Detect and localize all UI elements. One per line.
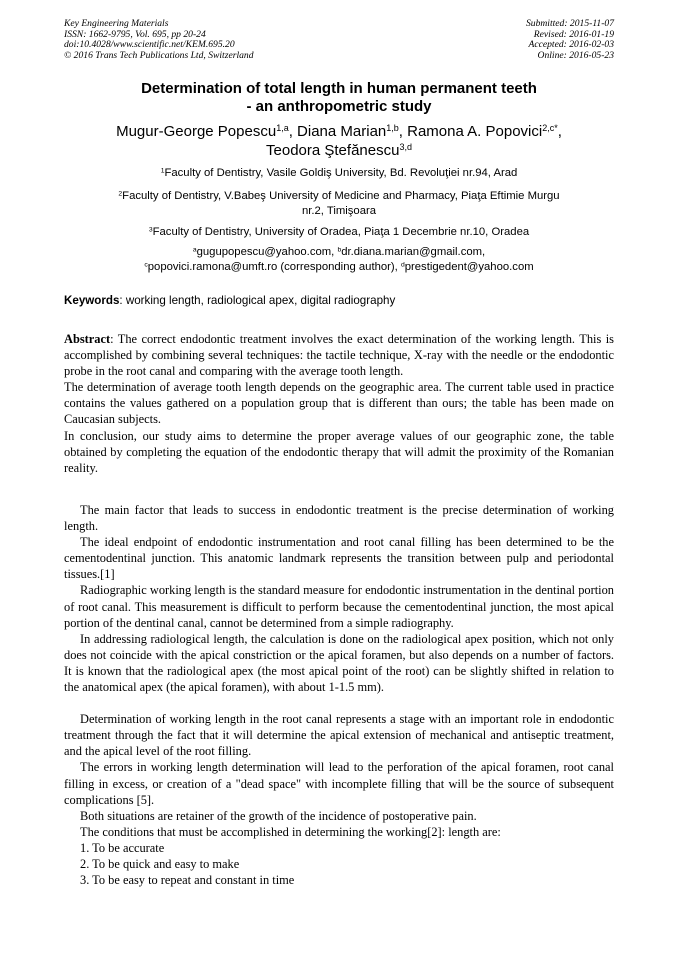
affiliation-text: Faculty of Dentistry, University of Oradea, Piaţa 1 Decembrie nr.10, Oradea: [152, 226, 530, 238]
author-emails: [64, 245, 614, 274]
publication-dates: [526, 19, 614, 61]
author-name: Diana Marian: [297, 123, 387, 140]
date-submitted: Submitted: 2015-11-07: [525, 18, 614, 29]
affiliation-1: [64, 166, 614, 181]
body-paragraph: In addressing radiological length, the calculation is done on the radiological apex position, which not only does not coincide with the apical constriction or the apical foramen, but also depends on a number of factors. It is known that the radiological apex (the most apical point of the root) can be slightly shifted in relation to the anatomical apex (the apical foramen), with about 1-1.5 mm).: [64, 631, 614, 695]
body-paragraph: Determination of working length in the root canal represents a stage with an important role in endodontic treatment through the fact that it will determine the apical extension of mechanical and antiseptic treatment, and the apical level of the root filling.: [64, 712, 614, 759]
author-sup: 2,c*: [542, 123, 558, 134]
body-paragraph: Both situations are retainer of the growth of the incidence of postoperative pain.: [80, 808, 477, 823]
journal-doi: doi:10.4028/www.scientific.net/KEM.695.20: [64, 39, 235, 51]
keywords-text: : working length, radiological apex, digital radiography: [119, 294, 396, 307]
body-text: [64, 502, 614, 888]
abstract-paragraph: The determination of average tooth length depends on the geographic area. The current table used in practice contains the values gathered on a population group that is different than ours; the table has been made on Caucasian subjects.: [64, 380, 614, 427]
abstract: [64, 331, 614, 476]
affiliation-2: [64, 189, 614, 218]
list-item: 2. To be quick and easy to make: [80, 856, 240, 871]
affiliation-num: 1: [160, 167, 165, 175]
email-link[interactable]: dr.diana.marian@gmail.com,: [341, 246, 486, 258]
affiliation-num: 2: [118, 190, 123, 198]
affiliation-text: Faculty of Dentistry, V.Babeş University of Medicine and Pharmacy, Piaţa Eftimie Murgu nr.2, Timişoara: [122, 190, 560, 217]
author-name: Teodora Ştefănescu: [266, 142, 400, 159]
email-sup: d: [400, 260, 405, 268]
affiliation-num: 3: [148, 226, 153, 234]
journal-copyright: © 2016 Trans Tech Publications Ltd, Switzerland: [64, 49, 254, 61]
abstract-paragraph: In conclusion, our study aims to determine the proper average values of our geographic zone, the table obtained by completing the equation of the endodontic therapy that will admit the proximity of the Romanian reality.: [64, 428, 614, 475]
date-revised: Revised: 2016-01-19: [533, 28, 614, 40]
body-paragraph: Radiographic working length is the standard measure for endodontic instrumentation in the dentinal portion of root canal. This measurement is difficult to perform because the cementodentinal junction, the most apical portion of the dentinal canal, cannot be determined from a simple radiography.: [64, 583, 614, 630]
email-sup: a: [192, 246, 197, 254]
abstract-paragraph: [64, 331, 614, 379]
conditions-list: [64, 840, 614, 888]
keywords: [64, 293, 614, 308]
list-item: 3. To be easy to repeat and constant in time: [80, 873, 295, 888]
email-link[interactable]: prestigedent@yahoo.com: [404, 260, 534, 273]
body-paragraph: The ideal endpoint of endodontic instrumentation and root canal filling has been determined to be the cementodentinal junction. This anatomic landmark represents the transition between pulp and periodontal tissues.[1]: [64, 535, 614, 582]
journal-header: [64, 19, 254, 61]
abstract-label: Abstract: [64, 332, 111, 346]
paper-title: [64, 80, 614, 116]
journal-issn: ISSN: 1662-9795, Vol. 695, pp 20-24: [64, 28, 206, 40]
author-name: Mugur-George Popescu: [116, 123, 277, 140]
author-list: Mugur-George Popescu$^{1,a}$, Diana Marian$^{1,b}$, Ramona A. Popovici$^{2,c*}$, Teodora Ştefănescu$^{3,d}$: [116, 123, 562, 159]
abstract-text: : The correct endodontic treatment involves the exact determination of the working length. This is accomplished by combining several techniques: the tactile technique, X-ray with the needle or the endodontic probe in the root canal and comparing with the average tooth length.: [64, 332, 614, 379]
body-paragraph: The errors in working length determination will lead to the perforation of the apical foramen, root canal filling in excess, or creation of a "dead space" with incomplete filling that will be the source of subsequent complications [5].: [64, 760, 614, 807]
date-accepted: Accepted: 2016-02-03: [528, 39, 614, 51]
list-item: 1. To be accurate: [80, 840, 165, 855]
email-sup: b: [337, 246, 342, 254]
email-link[interactable]: gugupopescu@yahoo.com,: [196, 246, 335, 258]
email-sup: c: [144, 260, 148, 268]
keywords-label: Keywords: [64, 294, 120, 307]
title-line-1: Determination of total length in human permanent teeth: [141, 80, 537, 97]
author-sup: 1,a: [276, 123, 289, 134]
title-line-2: - an anthropometric study: [246, 98, 432, 115]
author-sup: 3,d: [399, 142, 412, 153]
author-sup: 1,b: [386, 123, 399, 134]
journal-name: Key Engineering Materials: [64, 18, 169, 29]
affiliation-3: [64, 225, 614, 240]
author-name: Ramona A. Popovici: [407, 123, 543, 140]
date-online: Online: 2016-05-23: [537, 49, 614, 61]
email-link[interactable]: popovici.ramona@umft.ro (corresponding author),: [147, 260, 398, 273]
body-paragraph: The main factor that leads to success in endodontic treatment is the precise determination of working length.: [64, 503, 614, 534]
body-paragraph: The conditions that must be accomplished in determining the working[2]: length are:: [80, 824, 501, 839]
affiliation-text: Faculty of Dentistry, Vasile Goldiş University, Bd. Revoluţiei nr.94, Arad: [164, 167, 518, 179]
